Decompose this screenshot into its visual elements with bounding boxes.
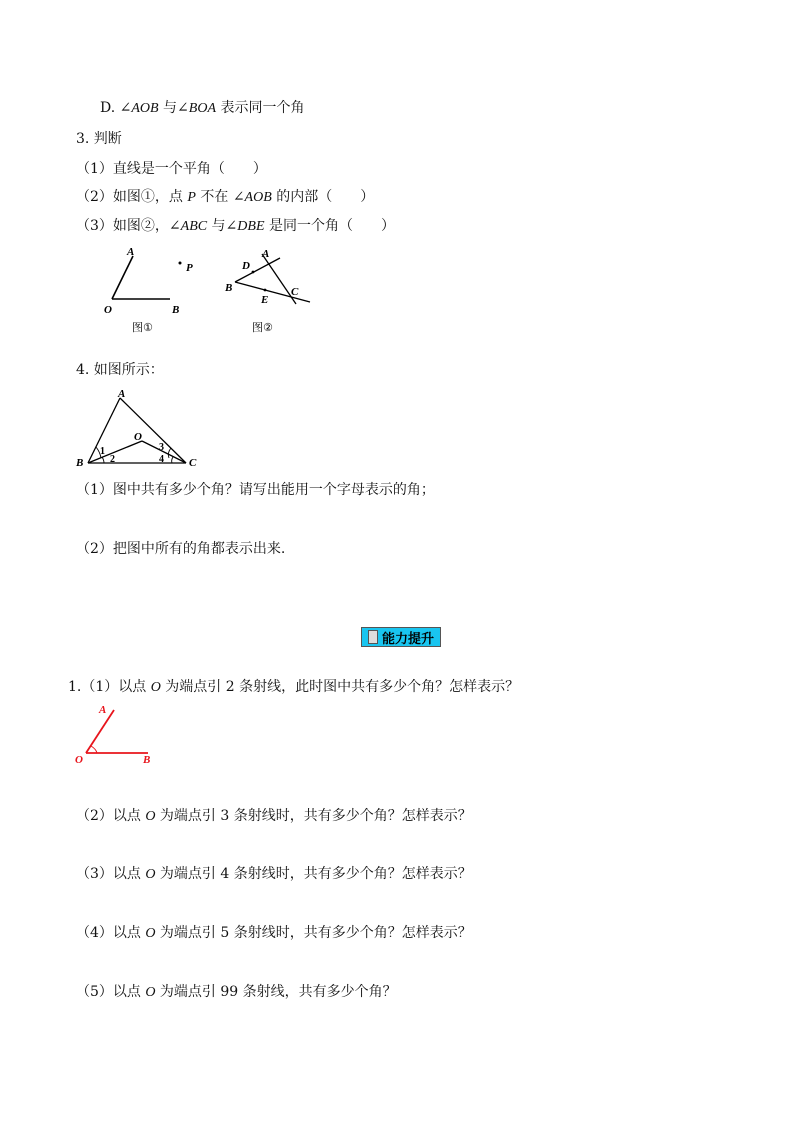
ability-q3-o: O bbox=[145, 867, 156, 882]
line-be bbox=[235, 282, 310, 302]
option-d-mid: 与 bbox=[158, 100, 178, 116]
tri-label-a: A bbox=[118, 388, 126, 400]
ability-q2 bbox=[76, 807, 472, 826]
tri-label-o: O bbox=[134, 431, 142, 443]
q3-item3-b: 与 bbox=[207, 218, 226, 234]
fig2-caption: 图② bbox=[252, 321, 273, 334]
fig1-label-a: A bbox=[127, 246, 135, 258]
arc-angle-3 bbox=[168, 448, 171, 458]
option-d-suffix: 表示同一个角 bbox=[216, 100, 305, 116]
q4-heading: 4. 如图所示： bbox=[76, 362, 164, 378]
angle-abc-text: ∠ABC bbox=[168, 219, 208, 234]
q3-item2 bbox=[76, 188, 374, 207]
q3-heading: 3. 判断 bbox=[76, 131, 122, 147]
fig1-label-o: O bbox=[104, 304, 112, 316]
tri-label-c: C bbox=[189, 457, 197, 469]
angle-aob: ∠AOB bbox=[119, 101, 159, 116]
ability-q3 bbox=[76, 865, 472, 884]
q3-item3-c: 是同一个角（ ） bbox=[264, 218, 395, 234]
tri-label-3: 3 bbox=[159, 442, 164, 453]
red-angle-arc bbox=[91, 746, 97, 753]
segment-oc bbox=[142, 441, 186, 463]
figure-2 bbox=[220, 242, 320, 342]
ability-q1 bbox=[68, 678, 519, 697]
ability-q4-o: O bbox=[145, 926, 156, 941]
ability-q5-b: 为端点引 99 条射线，共有多少个角？ bbox=[155, 984, 397, 1000]
red-ray-oa bbox=[86, 710, 114, 753]
point-d bbox=[252, 271, 255, 274]
ability-q5-o: O bbox=[145, 985, 156, 1000]
ability-q5-a: （5）以点 bbox=[76, 984, 146, 1000]
rays-label-a: A bbox=[99, 704, 107, 716]
q3-item2-b: 不在 bbox=[195, 189, 233, 205]
fig2-label-e: E bbox=[261, 294, 269, 306]
figure-triangle bbox=[72, 386, 212, 470]
q3-item3-a: （3）如图②， bbox=[76, 218, 169, 234]
ability-q5 bbox=[76, 983, 397, 1002]
tri-label-2: 2 bbox=[110, 454, 115, 465]
rays-label-o: O bbox=[75, 754, 83, 766]
badge-marker bbox=[368, 630, 378, 644]
rays-label-b: B bbox=[143, 754, 151, 766]
fig2-label-b: B bbox=[225, 282, 233, 294]
option-d-prefix: D. bbox=[100, 100, 120, 116]
ability-q2-a: （2）以点 bbox=[76, 808, 146, 824]
ability-q4-b: 为端点引 5 条射线时，共有多少个角？怎样表示？ bbox=[155, 925, 472, 941]
ability-q4 bbox=[76, 924, 472, 943]
section-badge bbox=[361, 627, 441, 647]
q4-item1: （1）图中共有多少个角？请写出能用一个字母表示的角； bbox=[76, 482, 435, 498]
ability-q1-o: O bbox=[150, 680, 161, 695]
tri-label-4: 4 bbox=[159, 454, 164, 465]
ability-q2-o: O bbox=[145, 809, 156, 824]
ability-q2-b: 为端点引 3 条射线时，共有多少个角？怎样表示？ bbox=[155, 808, 472, 824]
figure-rays bbox=[70, 700, 170, 770]
q4-item2: （2）把图中所有的角都表示出来. bbox=[76, 541, 286, 557]
option-d bbox=[100, 99, 304, 118]
ray-oa bbox=[112, 256, 133, 299]
ability-q3-a: （3）以点 bbox=[76, 866, 146, 882]
fig1-caption: 图① bbox=[132, 321, 153, 334]
fig2-label-a: A bbox=[262, 248, 270, 260]
q3-item2-c: 的内部（ ） bbox=[271, 189, 375, 205]
arc-angle-4 bbox=[172, 457, 173, 463]
ability-q1-a: 1.（1）以点 bbox=[68, 679, 151, 695]
q3-item2-a: （2）如图①，点 bbox=[76, 189, 188, 205]
angle-dbe-text: ∠DBE bbox=[225, 219, 265, 234]
tri-label-1: 1 bbox=[100, 446, 105, 457]
fig1-label-b: B bbox=[172, 304, 180, 316]
angle-boa: ∠BOA bbox=[177, 101, 216, 116]
fig2-label-d: D bbox=[242, 260, 250, 272]
side-ac bbox=[120, 398, 186, 463]
angle-aob-text: ∠AOB bbox=[232, 190, 272, 205]
point-p-dot bbox=[179, 262, 182, 265]
segment-bo bbox=[88, 441, 142, 463]
q3-item1: （1）直线是一个平角（ ） bbox=[76, 161, 267, 177]
point-p-text: P bbox=[187, 190, 196, 205]
fig1-label-p: P bbox=[186, 262, 193, 274]
tri-label-b: B bbox=[76, 457, 84, 469]
badge-label: 能力提升 bbox=[381, 631, 434, 647]
ability-q3-b: 为端点引 4 条射线时，共有多少个角？怎样表示？ bbox=[155, 866, 472, 882]
ability-q4-a: （4）以点 bbox=[76, 925, 146, 941]
fig2-label-c: C bbox=[291, 286, 299, 298]
q3-item3 bbox=[76, 217, 395, 236]
figure-1 bbox=[95, 242, 205, 342]
arc-angle-2 bbox=[102, 457, 104, 463]
ability-q1-b: 为端点引 2 条射线，此时图中共有多少个角？怎样表示？ bbox=[160, 679, 520, 695]
point-e bbox=[264, 289, 267, 292]
